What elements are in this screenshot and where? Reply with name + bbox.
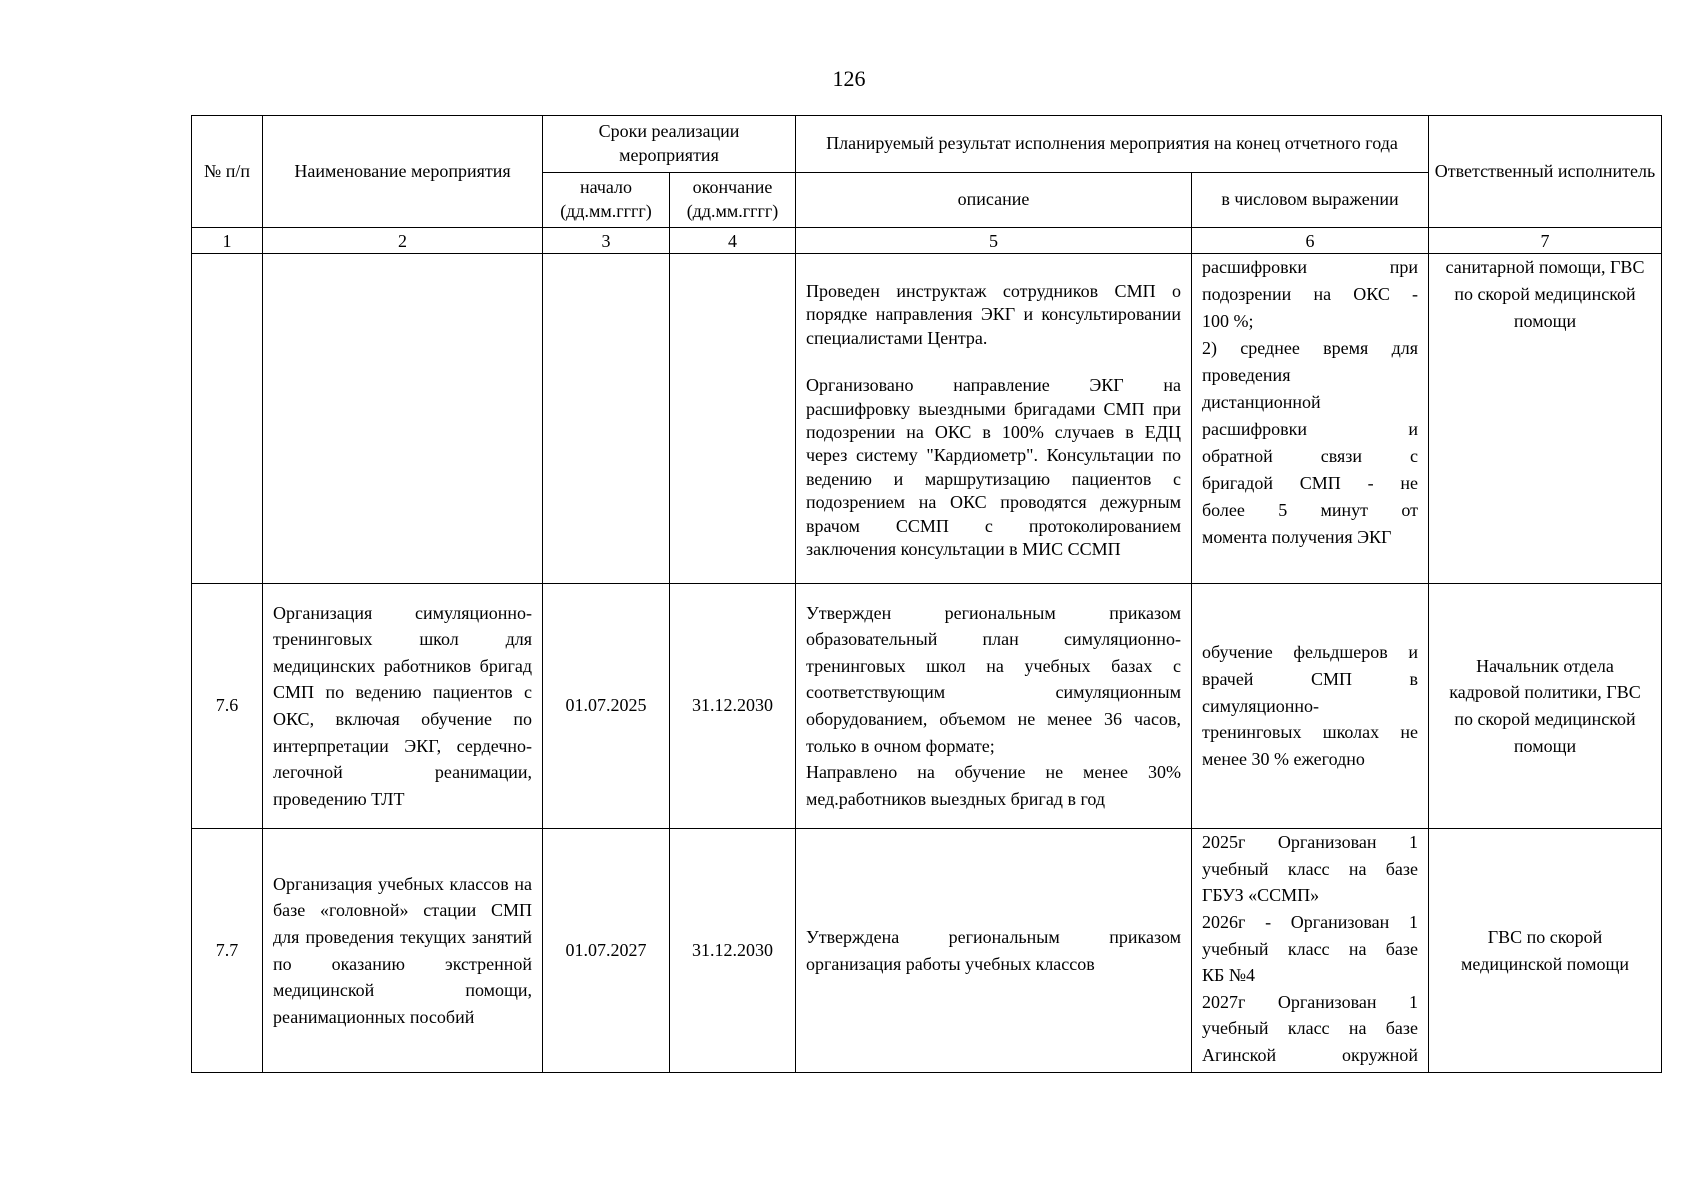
numeric-line: момента получения ЭКГ	[1202, 527, 1392, 547]
row-end: 31.12.2030	[670, 829, 796, 1073]
column-number: 1	[192, 228, 263, 254]
column-number: 3	[543, 228, 670, 254]
row-responsible: ГВС по скорой медицинской помощи	[1429, 829, 1662, 1073]
numeric-line: Агинской окружной	[1202, 1045, 1418, 1065]
page-number: 126	[832, 66, 866, 91]
numeric-line: подозрении на ОКС -	[1202, 284, 1418, 304]
header-row-1	[192, 116, 1662, 173]
numeric-line: дистанционной	[1202, 392, 1321, 412]
numeric-line: учебный класс на базе	[1202, 1018, 1418, 1039]
numeric-line: 2026г - Организован 1	[1202, 911, 1418, 932]
numeric-line: КБ №4	[1202, 965, 1256, 986]
numeric-line: проведения	[1202, 365, 1291, 385]
table-row	[192, 584, 1662, 829]
header-numeric: в числовом выражении	[1192, 173, 1429, 228]
row-description	[796, 254, 1192, 584]
row-name	[263, 254, 543, 584]
header-responsible: Ответственный исполнитель	[1429, 116, 1662, 228]
row-no: 7.7	[192, 829, 263, 1073]
description-paragraph: Организовано направление ЭКГ на расшифровку выездными бригадами СМП при подозрении на ОКС в 100% случаев в ЕДЦ через систему "Кардиометр". Консультации по ведению и маршрутизацию пациентов с подозрением на ОКС проводятся дежурным врачом ССМП с протоколированием заключения консультации в МИС ССМП	[806, 375, 1181, 559]
row-start: 01.07.2025	[543, 584, 670, 829]
description-paragraph: Направлено на обучение не менее 30% мед.работников выездных бригад в год	[806, 762, 1181, 809]
numeric-line: расшифровки и	[1202, 419, 1418, 439]
row-name: Организация учебных классов на базе «головной» стации СМП для проведения текущих занятий по оказанию экстренной медицинской помощи, реанимационных пособий	[263, 829, 543, 1073]
numeric-line: 2) среднее время для	[1202, 338, 1418, 358]
row-end: 31.12.2030	[670, 584, 796, 829]
table-row	[192, 829, 1662, 1073]
column-number: 2	[263, 228, 543, 254]
header-start: начало (дд.мм.гггг)	[543, 173, 670, 228]
row-description	[796, 584, 1192, 829]
header-no: № п/п	[192, 116, 263, 228]
numeric-line: учебный класс на базе	[1202, 858, 1418, 879]
numeric-line: ГБУЗ «ССМП»	[1202, 885, 1320, 906]
numeric-line: бригадой СМП - не	[1202, 473, 1418, 493]
numeric-line: 100 %;	[1202, 311, 1254, 331]
row-end	[670, 254, 796, 584]
description-paragraph: Утвержден региональным приказом образовательный план симуляционно-тренинговых школ на учебных базах с соответствующим симуляционным оборудованием, объемом не менее 36 часов, только в очном формате;	[806, 602, 1181, 756]
row-no	[192, 254, 263, 584]
header-result: Планируемый результат исполнения мероприятия на конец отчетного года	[796, 116, 1429, 173]
description-paragraph: Проведен инструктаж сотрудников СМП о порядке направления ЭКГ и консультировании специалистами Центра.	[806, 281, 1181, 348]
row-responsible: Начальник отдела кадровой политики, ГВС по скорой медицинской помощи	[1429, 584, 1662, 829]
column-number: 6	[1192, 228, 1429, 254]
row-numeric	[1192, 829, 1429, 1073]
table-row	[192, 254, 1662, 584]
row-responsible: санитарной помощи, ГВС по скорой медицинской помощи	[1429, 254, 1662, 584]
header-name: Наименование мероприятия	[263, 116, 543, 228]
column-number: 7	[1429, 228, 1662, 254]
column-number: 5	[796, 228, 1192, 254]
activities-table	[191, 115, 1662, 1073]
row-start: 01.07.2027	[543, 829, 670, 1073]
row-description: Утверждена региональным приказом организация работы учебных классов	[796, 829, 1192, 1073]
row-name: Организация симуляционно-тренинговых школ для медицинских работников бригад СМП по ведению пациентов с ОКС, включая обучение по интерпретации ЭКГ, сердечно-легочной реанимации, проведению ТЛТ	[263, 584, 543, 829]
numeric-line: расшифровки при	[1202, 257, 1418, 277]
numeric-line: более 5 минут от	[1202, 500, 1418, 520]
header-terms: Сроки реализации мероприятия	[543, 116, 796, 173]
numeric-line: учебный класс на базе	[1202, 938, 1418, 959]
header-end: окончание (дд.мм.гггг)	[670, 173, 796, 228]
column-numbers-row	[192, 228, 1662, 254]
row-start	[543, 254, 670, 584]
numeric-line: 2025г Организован 1	[1202, 832, 1418, 852]
row-numeric: обучение фельдшеров и врачей СМП в симуляционно-тренинговых школах не менее 30 % ежегодно	[1192, 584, 1429, 829]
numeric-line: 2027г Организован 1	[1202, 991, 1418, 1012]
row-no: 7.6	[192, 584, 263, 829]
column-number: 4	[670, 228, 796, 254]
numeric-line: обратной связи с	[1202, 446, 1418, 466]
row-numeric	[1192, 254, 1429, 584]
header-description: описание	[796, 173, 1192, 228]
